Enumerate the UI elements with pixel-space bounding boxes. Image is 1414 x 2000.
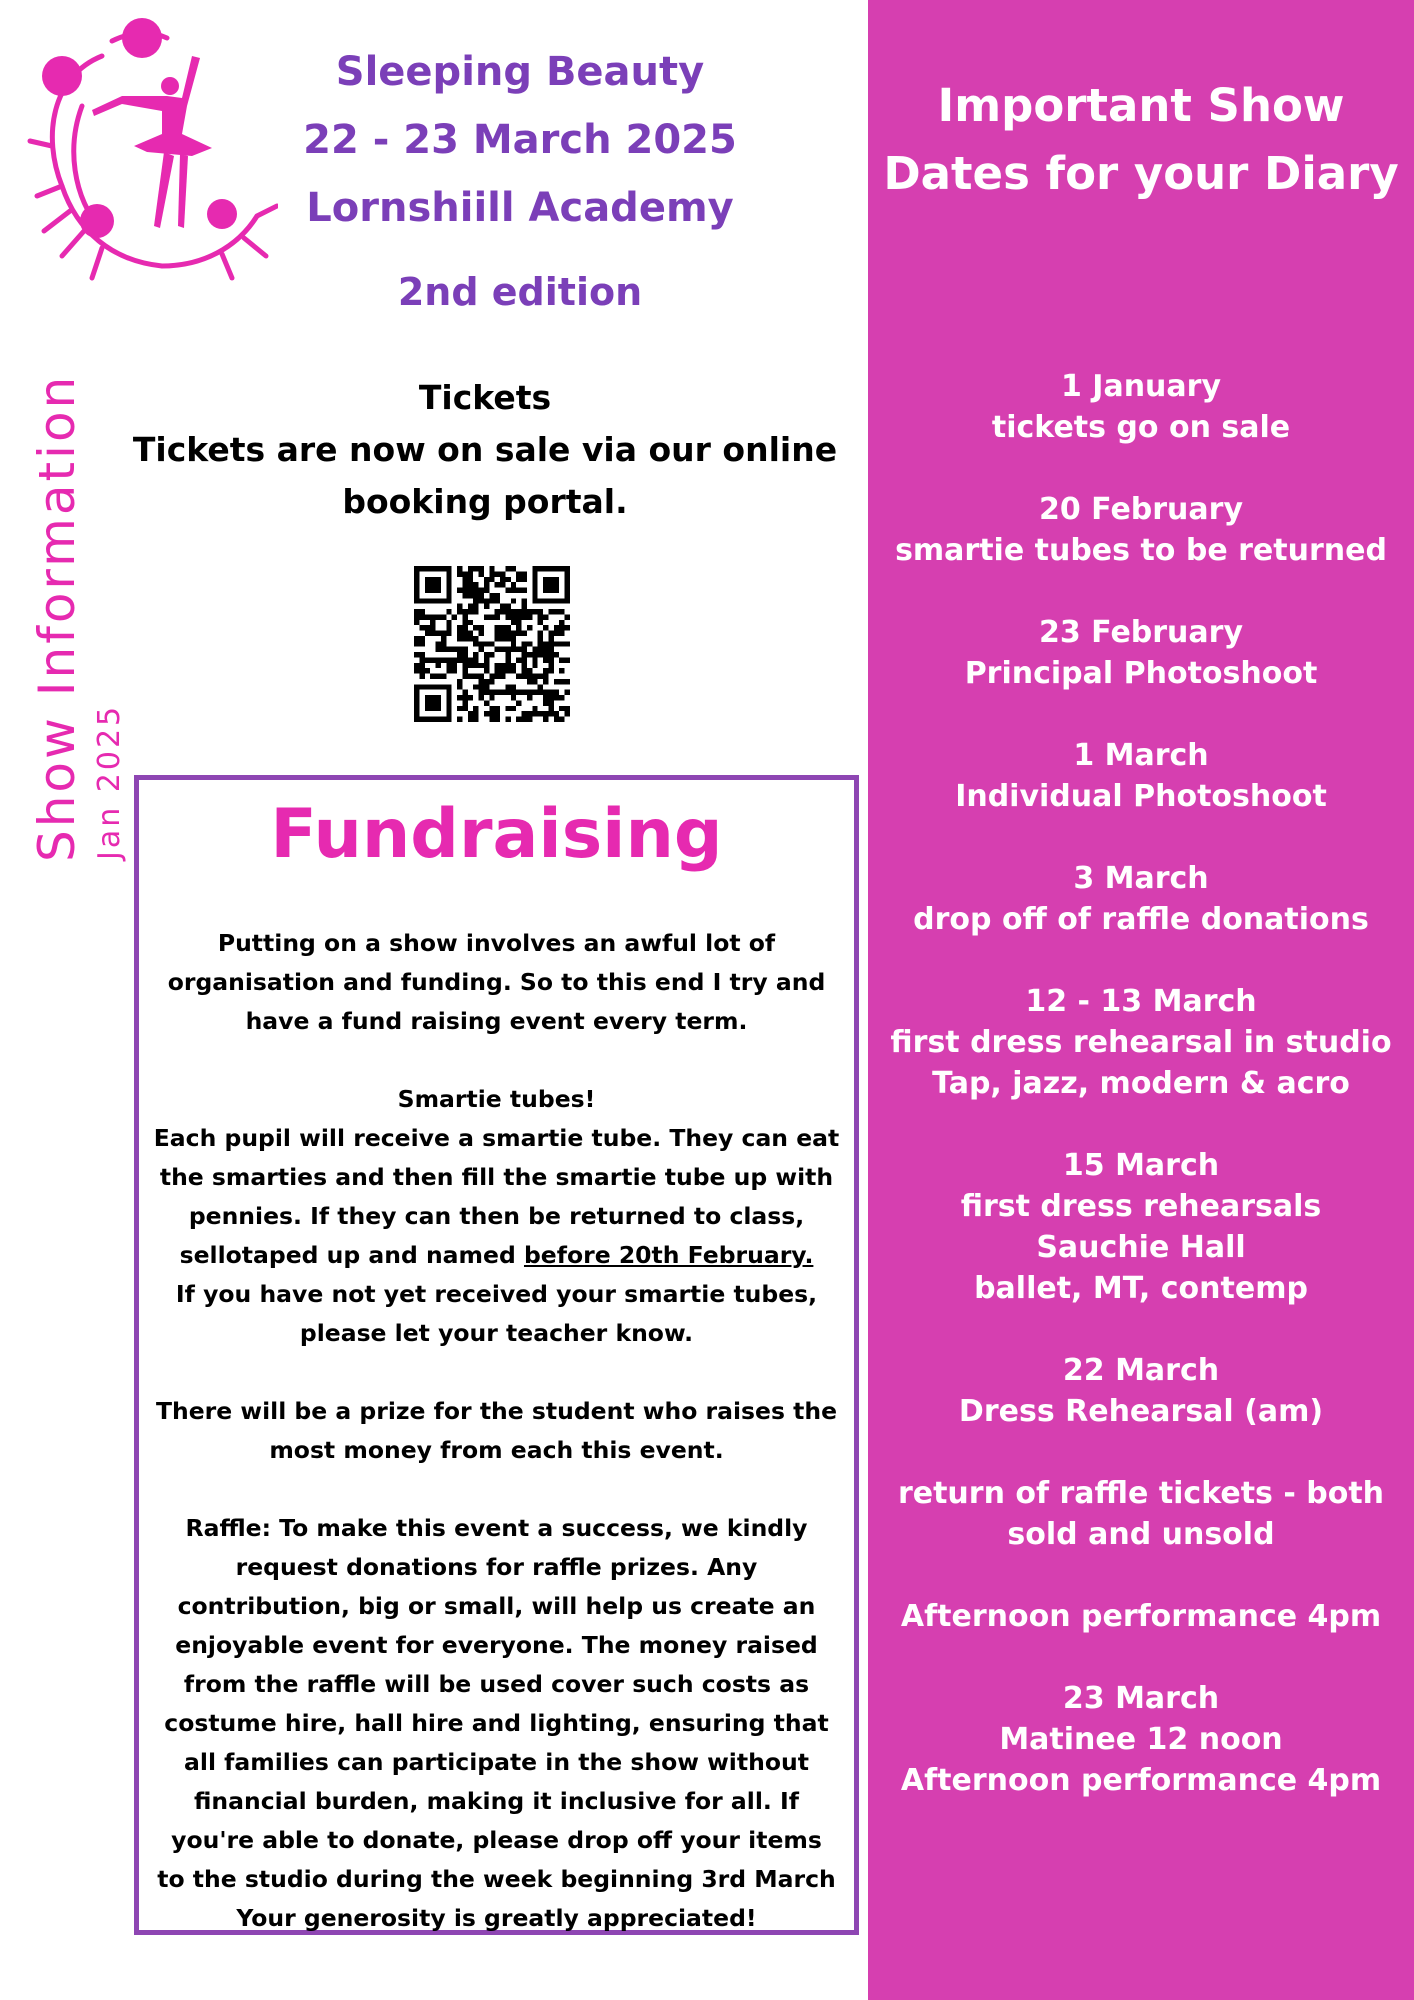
diary-entry	[868, 1145, 1414, 1309]
diary-entry-line: 1 January	[1060, 369, 1222, 404]
diary-entry	[868, 1473, 1414, 1555]
text-line: There will be a prize for the student who raises the	[155, 1397, 838, 1425]
text-line: most money from each this event.	[269, 1436, 724, 1464]
diary-entry	[868, 366, 1414, 448]
diary-entry	[868, 735, 1414, 817]
text-line	[149, 1236, 844, 1275]
text-line: organisation and funding. So to this end I try and	[167, 968, 826, 996]
tickets-text-2: booking portal.	[342, 482, 628, 521]
diary-entry	[868, 981, 1414, 1104]
text-line: you're able to donate, please drop off your items	[171, 1826, 822, 1854]
text-line: Each pupil will receive a smartie tube. They can eat	[153, 1124, 840, 1152]
fundraising-body	[149, 885, 844, 1977]
deadline-text: before 20th February.	[523, 1241, 814, 1269]
diary-entry-line: sold and unsold	[1007, 1517, 1275, 1552]
text-line: Raffle: To make this event a success, we kindly	[185, 1514, 808, 1542]
diary-entry-line: tickets go on sale	[991, 410, 1291, 445]
side-date: Jan 2025	[92, 703, 127, 860]
diary-title-line: Important Show	[937, 79, 1345, 132]
tickets-text-1: Tickets are now on sale via our online	[132, 430, 838, 469]
text-line: pennies. If they can then be returned to class,	[188, 1202, 805, 1230]
diary-entry-line: 1 March	[1073, 738, 1209, 773]
diary-entry-line: Dress Rehearsal (am)	[958, 1394, 1324, 1429]
text-line: If you have not yet received your smartie tubes,	[175, 1280, 818, 1308]
show-title: Sleeping Beauty	[335, 49, 705, 95]
diary-entry-line: 12 - 13 March	[1025, 984, 1257, 1019]
diary-entry-line: ballet, MT, contemp	[974, 1271, 1308, 1306]
diary-entry-line: Principal Photoshoot	[964, 656, 1318, 691]
diary-entry-line: return of raffle tickets - both	[897, 1476, 1385, 1511]
diary-entry-line: Individual Photoshoot	[955, 779, 1327, 814]
tickets-heading: Tickets	[418, 378, 552, 417]
text-line: have a fund raising event every term.	[245, 1007, 748, 1035]
ballerina-rose-wreath-icon	[22, 16, 278, 288]
diary-entry	[868, 1596, 1414, 1637]
raffle-paragraph	[149, 1509, 844, 1938]
show-venue: Lornshiill Academy	[306, 185, 734, 231]
diary-panel	[868, 0, 1414, 2000]
diary-entry	[868, 612, 1414, 694]
text-line: enjoyable event for everyone. The money raised	[175, 1631, 818, 1659]
diary-entry	[868, 1678, 1414, 1801]
text-line: Putting on a show involves an awful lot of	[217, 929, 776, 957]
diary-entry	[868, 1350, 1414, 1432]
diary-entry-line: Afternoon performance 4pm	[900, 1763, 1382, 1798]
diary-entry-line: 23 March	[1062, 1681, 1220, 1716]
side-title: Show Information	[28, 373, 86, 862]
diary-entry-line: 15 March	[1062, 1148, 1220, 1183]
text-line: Your generosity is greatly appreciated!	[236, 1904, 757, 1932]
diary-entry-line: 20 February	[1038, 492, 1244, 527]
fundraising-box	[134, 775, 859, 1935]
diary-entry-line: Sauchie Hall	[1036, 1230, 1246, 1265]
diary-entry-line: Tap, jazz, modern & acro	[932, 1066, 1350, 1101]
diary-entry	[868, 489, 1414, 571]
edition-label: 2nd edition	[397, 270, 643, 314]
diary-entry-line: 22 March	[1062, 1353, 1220, 1388]
diary-title-line: Dates for your Diary	[883, 147, 1399, 200]
diary-title	[868, 72, 1414, 208]
text-line: costume hire, hall hire and lighting, ensuring that	[164, 1709, 829, 1737]
diary-entry-line: first dress rehearsal in studio	[890, 1025, 1392, 1060]
text-line: the smarties and then fill the smartie tube up with	[159, 1163, 834, 1191]
diary-dates-list	[868, 366, 1414, 1842]
fundraising-title: Fundraising	[270, 795, 723, 874]
diary-entry-line: first dress rehearsals	[960, 1189, 1322, 1224]
text-fragment: sellotaped up and named	[179, 1241, 524, 1269]
tickets-section	[130, 372, 840, 528]
show-dates: 22 - 23 March 2025	[303, 117, 737, 163]
diary-entry-line: 3 March	[1073, 861, 1209, 896]
diary-entry	[868, 858, 1414, 940]
diary-entry-line: 23 February	[1038, 615, 1244, 650]
diary-entry-line: Afternoon performance 4pm	[900, 1599, 1382, 1634]
text-line: all families can participate in the show without	[184, 1748, 809, 1776]
text-line: to the studio during the week beginning 3rd March	[157, 1865, 836, 1893]
text-line: request donations for raffle prizes. Any	[235, 1553, 758, 1581]
smartie-heading: Smartie tubes!	[397, 1085, 596, 1113]
diary-entry-line: drop off of raffle donations	[913, 902, 1369, 937]
text-line: please let your teacher know.	[299, 1319, 694, 1347]
text-line: from the raffle will be used cover such costs as	[183, 1670, 810, 1698]
qr-code-icon[interactable]	[414, 566, 570, 722]
diary-entry-line: smartie tubes to be returned	[895, 533, 1387, 568]
text-line: financial burden, making it inclusive for all. If	[194, 1787, 799, 1815]
text-line: contribution, big or small, will help us create an	[177, 1592, 816, 1620]
diary-entry-line: Matinee 12 noon	[999, 1722, 1283, 1757]
